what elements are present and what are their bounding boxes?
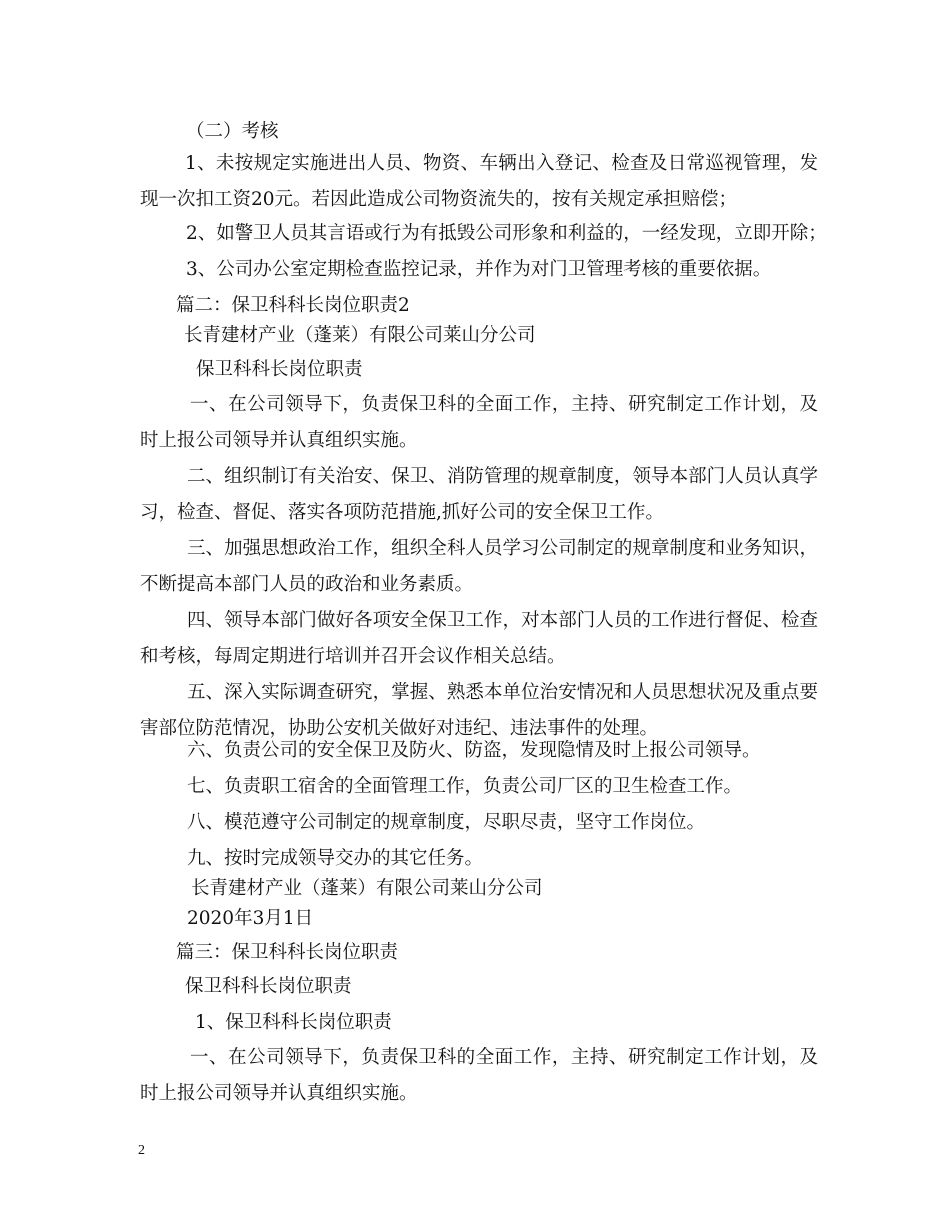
rule-1: 1、未按规定实施进出人员、物资、车辆出入登记、检查及日常巡视管理，发现一次扣工资20元。若因此造成公司物资流失的，按有关规定承担赔偿； <box>140 153 818 210</box>
duty-2: 二、组织制订有关治安、保卫、消防管理的规章制度，领导本部门人员认真学习，检查、督促、落实各项防范措施,抓好公司的安全保卫工作。 <box>140 466 818 523</box>
signature-company: 长青建材产业（蓬莱）有限公司莱山分公司 <box>191 878 543 899</box>
duty-4: 四、领导本部门做好各项安全保卫工作，对本部门人员的工作进行督促、检查和考核，每周定期进行培训并召开会议作相关总结。 <box>140 610 818 667</box>
part2-heading: 篇二：保卫科科长岗位职责2 <box>176 295 410 316</box>
duty-7: 七、负责职工宿舍的全面管理工作，负责公司厂区的卫生检查工作。 <box>187 776 743 797</box>
duty-6: 六、负责公司的安全保卫及防火、防盗，发现隐情及时上报公司领导。 <box>187 740 761 761</box>
duty-1: 一、在公司领导下，负责保卫科的全面工作，主持、研究制定工作计划，及时上报公司领导并认真组织实施。 <box>140 394 818 451</box>
duty-9: 九、按时完成领导交办的其它任务。 <box>187 848 484 869</box>
rule-2: 2、如警卫人员其言语或行为有抵毁公司形象和利益的，一经发现，立即开除； <box>186 223 827 244</box>
company-name: 长青建材产业（蓬莱）有限公司莱山分公司 <box>184 325 536 346</box>
part3-subtitle: 1、保卫科科长岗位职责 <box>195 1012 392 1033</box>
duty-title: 保卫科科长岗位职责 <box>196 359 363 380</box>
rule-3: 3、公司办公室定期检查监控记录，并作为对门卫管理考核的重要依据。 <box>186 259 772 280</box>
duty-3: 三、加强思想政治工作，组织全科人员学习公司制定的规章制度和业务知识，不断提高本部门人员的政治和业务素质。 <box>140 538 818 595</box>
duty-8: 八、模范遵守公司制定的规章制度，尽职尽责，坚守工作岗位。 <box>187 812 706 833</box>
part3-title: 保卫科科长岗位职责 <box>185 976 352 997</box>
section-heading: （二）考核 <box>186 121 279 142</box>
part3-duty-1: 一、在公司领导下，负责保卫科的全面工作，主持、研究制定工作计划，及时上报公司领导并认真组织实施。 <box>140 1047 818 1104</box>
signature-date: 2020年3月1日 <box>187 908 314 929</box>
duty-5: 五、深入实际调查研究，掌握、熟悉本单位治安情况和人员思想状况及重点要害部位防范情况，协助公安机关做好对违纪、违法事件的处理。 <box>140 682 818 739</box>
page-number: 2 <box>138 1143 145 1158</box>
part3-heading: 篇三：保卫科科长岗位职责 <box>176 942 399 963</box>
